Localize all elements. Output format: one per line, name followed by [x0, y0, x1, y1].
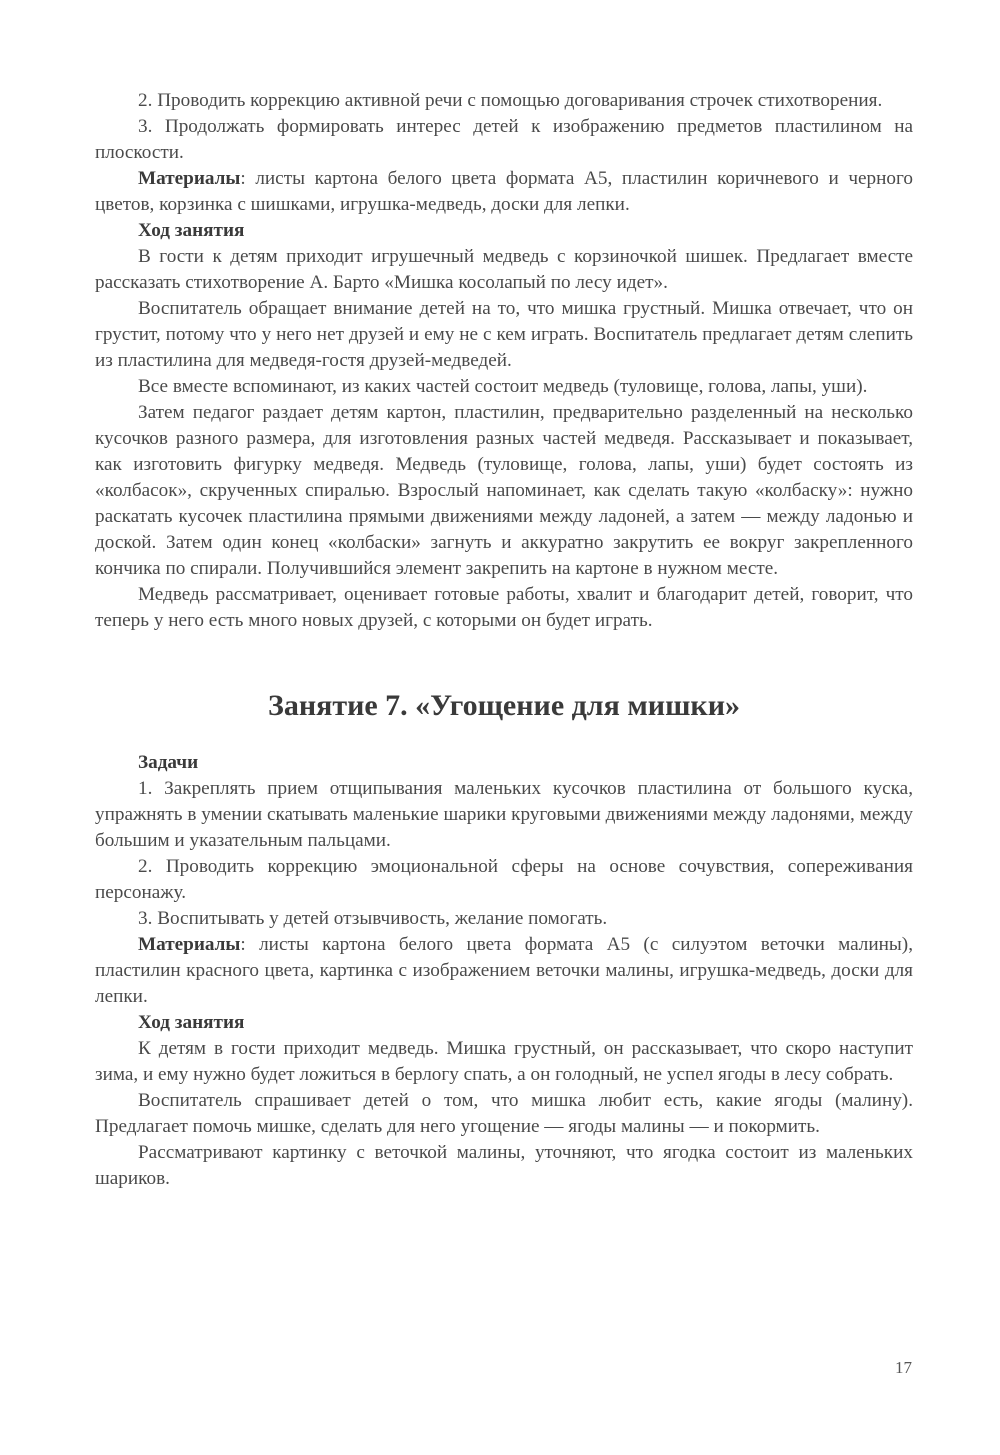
section-spacer [95, 726, 913, 750]
body-paragraph: К детям в гости приходит медведь. Мишка грустный, он рассказывает, что скоро наступит зима, и ему нужно будет ложиться в берлогу спать, а он голодный, не успел ягоды в лесу собрать. [95, 1038, 913, 1085]
materials-text: : листы картона белого цвета формата А5 (с силуэтом веточки малины), пластилин красного цвета, картинка с изображением веточки малины, игрушка-медведь, доски для лепки. [95, 934, 913, 1007]
materials-text: : листы картона белого цвета формата А5, пластилин коричневого и черного цветов, корзинка с шишками, игрушка-медведь, доски для лепки. [95, 168, 913, 215]
body-paragraph: Воспитатель спрашивает детей о том, что мишка любит есть, какие ягоды (малину). Предлагает помочь мишке, сделать для него угощение — ягоды малины — и покормить. [95, 1090, 913, 1137]
task-paragraph: 3. Продолжать формировать интерес детей к изображению предметов пластилином на плоскости. [95, 116, 913, 163]
materials-paragraph [95, 166, 913, 218]
task-paragraph: 1. Закреплять прием отщипывания маленьких кусочков пластилина от большого куска, упражнять в умении скатывать маленькие шарики круговыми движениями между ладонями, между большим и указательным пальцами. [95, 778, 913, 851]
body-paragraph: В гости к детям приходит игрушечный медведь с корзиночкой шишек. Предлагает вместе рассказать стихотворение А. Барто «Мишка косолапый по лесу идет». [95, 246, 913, 293]
body-paragraph: Затем педагог раздает детям картон, пластилин, предварительно разделенный на несколько кусочков разного размера, для изготовления разных частей медведя. Рассказывает и показывает, как изготовить фигурку медведя. Медведь (туловище, голова, лапы, уши) будет состоять из «колбасок», скрученных спиралью. Взрослый напоминает, как сделать такую «колбаску»: нужно раскатать кусочек пластилина прямыми движениями между ладоней, а затем — между ладонью и доской. Затем один конец «колбаски» загнуть и аккуратно закрутить ее вокруг закрепленного кончика по спирали. Получившийся элемент закрепить на картоне в нужном месте. [95, 402, 913, 579]
body-paragraph: Медведь рассматривает, оценивает готовые работы, хвалит и благодарит детей, говорит, что теперь у него есть много новых друзей, с которыми он будет играть. [95, 584, 913, 631]
section-spacer [95, 634, 913, 686]
materials-label: Материалы [138, 934, 241, 955]
body-paragraph: Рассматривают картинку с веточкой малины, уточняют, что ягодка состоит из маленьких шариков. [95, 1142, 913, 1189]
body-paragraph: Все вместе вспоминают, из каких частей состоит медведь (туловище, голова, лапы, уши). [138, 376, 868, 397]
body-paragraph: Воспитатель обращает внимание детей на то, что мишка грустный. Мишка отвечает, что он грустит, потому что у него нет друзей и ему не с кем играть. Воспитатель предлагает детям слепить из пластилина для медведя-гостя друзей-медведей. [95, 298, 913, 371]
chapter-title: Занятие 7. «Угощение для мишки» [267, 689, 740, 722]
course-heading: Ход занятия [138, 220, 245, 241]
materials-paragraph [95, 932, 913, 1010]
materials-label: Материалы [138, 168, 241, 189]
task-paragraph: 3. Воспитывать у детей отзывчивость, желание помогать. [138, 908, 608, 929]
task-paragraph: 2. Проводить коррекцию эмоциональной сферы на основе сочувствия, сопереживания персонажу. [95, 856, 913, 903]
page-content [95, 88, 913, 1192]
task-paragraph: 2. Проводить коррекцию активной речи с помощью договаривания строчек стихотворения. [138, 90, 883, 111]
page-number: 17 [895, 1358, 912, 1377]
course-heading: Ход занятия [138, 1012, 245, 1033]
tasks-heading: Задачи [138, 752, 199, 773]
